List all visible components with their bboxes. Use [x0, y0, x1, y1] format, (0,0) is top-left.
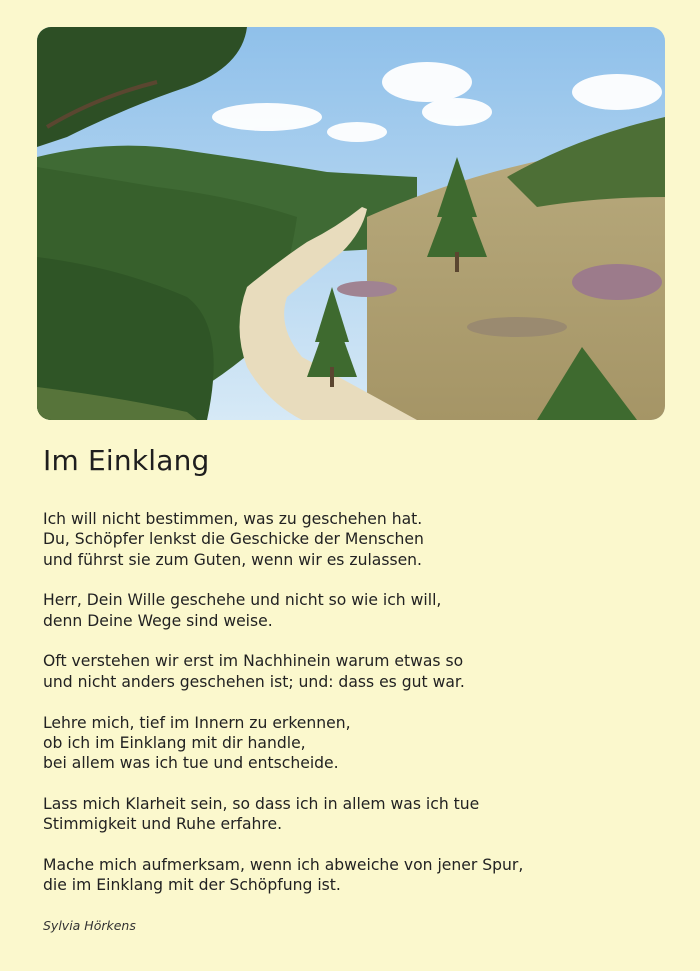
poem-stanza — [43, 855, 663, 896]
poem-line: denn Deine Wege sind weise. — [43, 611, 273, 630]
poem-line: Oft verstehen wir erst im Nachhinein warum etwas so — [43, 652, 464, 671]
poem-stanza — [43, 651, 663, 692]
poem-body — [43, 509, 663, 916]
poem-line: ob ich im Einklang mit dir handle, — [43, 733, 306, 752]
poem-line: und führst sie zum Guten, wenn wir es zulassen. — [43, 550, 423, 569]
poem-line: Du, Schöpfer lenkst die Geschicke der Menschen — [43, 530, 424, 549]
poem-stanza — [43, 509, 663, 570]
poem-line: Mache mich aufmerksam, wenn ich abweiche von jener Spur, — [43, 856, 524, 875]
poem-line: Ich will nicht bestimmen, was zu geschehen hat. — [43, 510, 423, 528]
poem-title: Im Einklang — [43, 444, 210, 477]
poem-line: Stimmigkeit und Ruhe erfahre. — [43, 815, 283, 834]
poem-line: und nicht anders geschehen ist; und: dass es gut war. — [43, 672, 465, 691]
poem-stanza — [43, 590, 663, 631]
poem-line: Lass mich Klarheit sein, so dass ich in allem was ich tue — [43, 794, 480, 813]
poem-line: Lehre mich, tief im Innern zu erkennen, — [43, 713, 351, 732]
poem-line: Herr, Dein Wille geschehe und nicht so wie ich will, — [43, 591, 442, 610]
header-photo-dune-landscape — [37, 27, 665, 420]
author-signature: Sylvia Hörkens — [43, 918, 136, 933]
poem-line: die im Einklang mit der Schöpfung ist. — [43, 876, 341, 895]
poem-stanza — [43, 794, 663, 835]
poem-line: bei allem was ich tue und entscheide. — [43, 754, 339, 773]
poem-stanza — [43, 713, 663, 774]
